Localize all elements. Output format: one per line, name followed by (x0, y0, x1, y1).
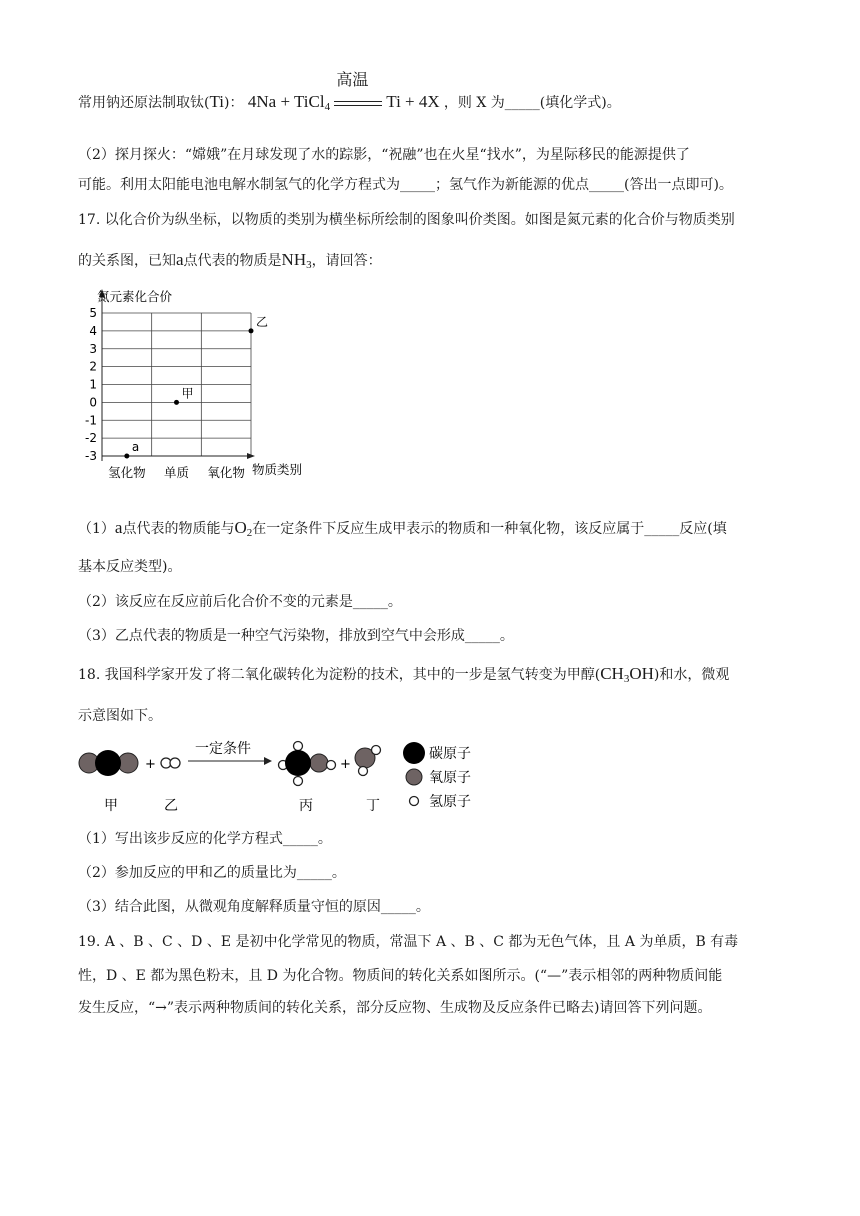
ti-symbol: Ti (209, 92, 224, 111)
ch3oh-formula (600, 664, 654, 683)
q16-line1 (78, 72, 621, 117)
q16-part2-line2: 可能。利用太阳能电池电解水制氢气的化学方程式为_____；氢气作为新能源的优点_____(答出一点即可)。 (78, 177, 733, 193)
reaction-arrow-head (264, 757, 272, 765)
q18-part1: （1）写出该步反应的化学方程式_____。 (78, 831, 332, 847)
o2-main: O (234, 518, 247, 537)
q19-line1: 19. A 、B 、C 、D 、E 是初中化学常见的物质，常温下 A 、B 、C 都为无色气体，且 A 为单质，B 有毒 (78, 934, 739, 950)
point-a-ref: a (176, 250, 184, 269)
legend-carbon-atom (403, 742, 425, 764)
hydrogen-atom (294, 777, 303, 786)
q18-part3: （3）结合此图，从微观角度解释质量守恒的原因_____。 (78, 899, 430, 915)
q17-part1-mid: 点代表的物质能与 (122, 521, 235, 537)
y-tick-label: -3 (85, 449, 97, 463)
data-point-label: 甲 (181, 386, 194, 401)
oxygen-atom (310, 754, 328, 772)
label-yi: 乙 (164, 798, 178, 814)
o2-formula (234, 518, 252, 537)
legend-oxygen-label: 氧原子 (429, 770, 471, 786)
equation-condition: 高温 (336, 72, 369, 90)
ch3oh-subscript: 3 (623, 673, 630, 685)
hydrogen-atom (170, 758, 180, 768)
x-category-label: 单质 (163, 465, 190, 480)
data-point-甲 (174, 400, 179, 405)
nh3-formula (282, 250, 312, 269)
y-tick-label: 2 (89, 359, 97, 374)
ch3oh-b: OH (629, 664, 654, 683)
equation-right: Ti + 4X (386, 92, 440, 111)
data-point-label: 乙 (256, 314, 269, 329)
point-a-ref-2: a (114, 518, 123, 537)
x-category-label: 氢化物 (108, 465, 146, 480)
y-tick-label: 0 (89, 395, 97, 410)
label-jia: 甲 (104, 798, 118, 814)
data-point-a (124, 454, 129, 459)
q18-part2: （2）参加反应的甲和乙的质量比为_____。 (78, 865, 346, 881)
valence-class-chart (75, 285, 315, 495)
equation-condition-sign (334, 72, 382, 113)
q19-line3: 发生反应，“→”表示两种物质间的转化关系，部分反应物、生成物及反应条件已略去)请回答下列问题。 (78, 1000, 712, 1016)
hydrogen-atom (372, 746, 381, 755)
q17-stem-text: 的关系图，已知 (78, 253, 176, 269)
label-bing: 丙 (299, 798, 313, 814)
q17-part1-line2: 基本反应类型)。 (78, 559, 182, 575)
carbon-atom (95, 750, 121, 776)
q17-stem-text-mid: 点代表的物质是 (183, 253, 282, 269)
q16-line1-pre: 常用钠还原法制取钛( (78, 95, 210, 111)
nh3-main: NH (281, 250, 307, 269)
carbon-atom (285, 750, 311, 776)
x-axis-title: 物质类别 (252, 462, 303, 477)
q16-line1-post: ，则 X 为_____(填化学式)。 (443, 95, 621, 111)
co2-molecule (79, 750, 138, 776)
legend-oxygen-atom (406, 769, 422, 785)
nh3-subscript: 3 (306, 259, 312, 271)
y-tick-label: 5 (89, 306, 97, 320)
y-tick-label: -2 (85, 431, 97, 446)
hydrogen-atom (327, 761, 336, 770)
data-point-乙 (249, 328, 254, 333)
legend-carbon-label: 碳原子 (429, 746, 471, 762)
data-point-label: a (131, 440, 140, 454)
h2-molecule (161, 758, 180, 768)
q17-part1-post: 在一定条件下反应生成甲表示的物质和一种氧化物，该反应属于_____反应(填 (252, 521, 727, 537)
plus-sign: + (340, 757, 351, 772)
y-tick-label: -1 (85, 413, 97, 428)
methanol-molecule (279, 742, 336, 786)
q18-stem-pre: 18. 我国科学家开发了将二氧化碳转化为淀粉的技术，其中的一步是氢气转变为甲醇( (78, 667, 601, 683)
legend-hydrogen-label: 氢原子 (429, 794, 471, 810)
q17-part1-line1 (78, 518, 727, 543)
q17-stem-line1: 17. 以化合价为纵坐标，以物质的类别为横坐标所绘制的图象叫价类图。如图是氮元素的化合价与物质类别 (78, 212, 735, 228)
y-tick-label: 4 (89, 323, 97, 338)
legend-hydrogen-atom (410, 797, 419, 806)
x-category-label: 氧化物 (207, 465, 245, 480)
y-axis-title: 氮元素化合价 (97, 289, 173, 304)
equation-left: 4Na + TiCl (247, 92, 325, 111)
y-tick-label: 3 (89, 341, 97, 356)
plus-sign: + (145, 757, 156, 772)
o2-subscript: 2 (246, 527, 253, 539)
q16-colon: )： (223, 95, 244, 111)
label-ding: 丁 (366, 798, 380, 814)
water-molecule (355, 746, 381, 776)
q17-part2: （2）该反应在反应前后化合价不变的元素是_____。 (78, 594, 402, 610)
q18-stem-post: )和水，微观 (653, 667, 730, 683)
q18-stem-line2: 示意图如下。 (78, 708, 162, 724)
hydrogen-atom (294, 742, 303, 751)
equation (247, 72, 444, 113)
y-tick-label: 1 (89, 377, 97, 392)
equation-left-subscript: 4 (324, 101, 331, 113)
q17-stem-text-post: ，请回答： (311, 253, 382, 269)
q16-part2-line1: （2）探月探火：“嫦娥”在月球发现了水的踪影，“祝融”也在火星“找水”，为星际移民的能源提供了 (78, 147, 690, 163)
reaction-condition: 一定条件 (195, 741, 251, 757)
q17-stem-line2 (78, 250, 382, 275)
q18-stem-line1 (78, 664, 729, 689)
ch3oh-a: CH (600, 664, 624, 683)
hydrogen-atom (359, 767, 368, 776)
reaction-micro-diagram (78, 738, 498, 818)
q17-part3: （3）乙点代表的物质是一种空气污染物，排放到空气中会形成_____。 (78, 628, 514, 644)
q17-part1-num: （1） (78, 521, 115, 537)
q19-line2: 性，D 、E 都为黑色粉末，且 D 为化合物。物质间的转化关系如图所示。(“—”表示相邻的两种物质间能 (78, 968, 723, 984)
